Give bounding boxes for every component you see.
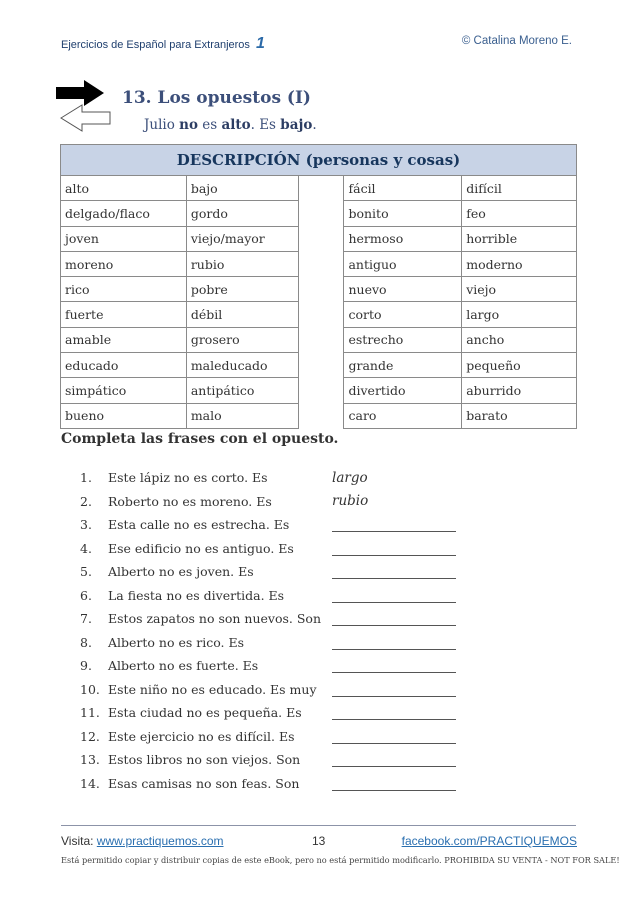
table-cell: malo — [186, 403, 298, 428]
exercise-text: Alberto no es joven. Es — [108, 564, 254, 580]
table-cell: maleducado — [186, 353, 298, 378]
answer-field[interactable] — [332, 517, 456, 532]
table-cell: viejo — [462, 277, 577, 302]
example-part: . Es — [250, 117, 281, 133]
table-cell: fácil — [344, 176, 462, 201]
exercise-text: Alberto no es fuerte. Es — [108, 658, 259, 674]
exercise-text: Alberto no es rico. Es — [108, 634, 245, 650]
table-cell: bueno — [61, 403, 187, 428]
answer-field[interactable] — [332, 635, 456, 650]
footer-visit — [61, 834, 224, 848]
table-cell: nuevo — [344, 277, 462, 302]
exercise-number: 8. — [80, 634, 92, 650]
exercise-item — [80, 607, 480, 631]
table-cell: ancho — [462, 327, 577, 352]
table-row — [61, 176, 577, 201]
exercise-item — [80, 772, 480, 796]
answer-field[interactable] — [332, 729, 456, 744]
table-cell: horrible — [462, 226, 577, 251]
table-cell: fuerte — [61, 302, 187, 327]
exercise-number: 1. — [80, 470, 92, 486]
exercise-text: La fiesta no es divertida. Es — [108, 587, 285, 603]
legal-notice: Está permitido copiar y distribuir copias de este eBook, pero no está permitido modificarlo. PROHIBIDA SU VENTA - NOT FOR SALE! — [61, 855, 620, 865]
table-cell: moderno — [462, 251, 577, 276]
answer-field[interactable]: rubio — [332, 493, 369, 510]
table-cell: aburrido — [462, 378, 577, 403]
table-cell: pobre — [186, 277, 298, 302]
table-cell: difícil — [462, 176, 577, 201]
table-cell: feo — [462, 201, 577, 226]
table-cell: moreno — [61, 251, 187, 276]
arrow-left-icon[interactable] — [60, 104, 112, 132]
exercise-text: Esta calle no es estrecha. Es — [108, 517, 290, 533]
exercise-text: Ese edificio no es antiguo. Es — [108, 540, 294, 556]
exercise-item — [80, 466, 480, 490]
exercise-item — [80, 701, 480, 725]
exercise-text: Este ejercicio no es difícil. Es — [108, 728, 295, 744]
example-part: . — [312, 117, 317, 133]
table-cell: grosero — [186, 327, 298, 352]
instruction: Completa las frases con el opuesto. — [61, 431, 339, 447]
exercise-item — [80, 537, 480, 561]
copyright: © Catalina Moreno E. — [461, 35, 572, 47]
exercise-number: 11. — [80, 705, 100, 721]
exercise-number: 14. — [80, 775, 100, 791]
exercise-text: Esas camisas no son feas. Son — [108, 775, 300, 791]
table-cell: rubio — [186, 251, 298, 276]
table-cell: antipático — [186, 378, 298, 403]
table-cell: corto — [344, 302, 462, 327]
exercise-text: Roberto no es moreno. Es — [108, 493, 272, 509]
exercise-number: 5. — [80, 564, 92, 580]
footer-facebook — [402, 834, 577, 848]
answer-field[interactable] — [332, 564, 456, 579]
table-cell: hermoso — [344, 226, 462, 251]
exercise-number: 4. — [80, 540, 92, 556]
exercise-number: 13. — [80, 752, 100, 768]
answer-field[interactable] — [332, 658, 456, 673]
answer-field[interactable] — [332, 705, 456, 720]
table-cell: delgado/flaco — [61, 201, 187, 226]
exercise-text: Estos zapatos no son nuevos. Son — [108, 611, 322, 627]
table-cell: largo — [462, 302, 577, 327]
example-bold: no — [179, 117, 198, 133]
exercise-item — [80, 748, 480, 772]
section-title: 13. Los opuestos (I) — [122, 88, 311, 108]
table-cell: débil — [186, 302, 298, 327]
exercise-item — [80, 490, 480, 514]
answer-field[interactable] — [332, 611, 456, 626]
table-cell: bajo — [186, 176, 298, 201]
page-number: 13 — [312, 834, 326, 848]
answer-field[interactable] — [332, 588, 456, 603]
visit-label: Visita: — [61, 834, 97, 848]
opposites-table — [60, 144, 577, 429]
table-cell: simpático — [61, 378, 187, 403]
answer-field[interactable]: largo — [332, 469, 368, 486]
table-cell: estrecho — [344, 327, 462, 352]
table-spacer — [298, 176, 344, 429]
answer-field[interactable] — [332, 776, 456, 791]
answer-field[interactable] — [332, 682, 456, 697]
table-cell: antiguo — [344, 251, 462, 276]
table-cell: viejo/mayor — [186, 226, 298, 251]
exercise-item — [80, 631, 480, 655]
table-cell: alto — [61, 176, 187, 201]
table-cell: barato — [462, 403, 577, 428]
exercise-number: 3. — [80, 517, 92, 533]
exercise-number: 9. — [80, 658, 92, 674]
volume-number: 1 — [255, 35, 265, 52]
facebook-link[interactable]: facebook.com/PRACTIQUEMOS — [401, 834, 577, 848]
table-cell: bonito — [344, 201, 462, 226]
exercise-number: 7. — [80, 611, 92, 627]
exercise-item — [80, 584, 480, 608]
website-link[interactable]: www.practiquemos.com — [96, 834, 224, 848]
exercise-item — [80, 513, 480, 537]
table-cell: pequeño — [462, 353, 577, 378]
example-sentence — [144, 117, 317, 133]
exercise-text: Estos libros no son viejos. Son — [108, 752, 301, 768]
exercise-text: Esta ciudad no es pequeña. Es — [108, 705, 302, 721]
example-part: Julio — [144, 117, 180, 133]
table-heading: DESCRIPCIÓN (personas y cosas) — [61, 145, 577, 176]
table-cell: grande — [344, 353, 462, 378]
table-cell: gordo — [186, 201, 298, 226]
example-bold: alto — [221, 117, 251, 133]
book-title — [61, 35, 265, 53]
table-cell: joven — [61, 226, 187, 251]
exercise-number: 2. — [80, 493, 92, 509]
footer-divider — [61, 825, 576, 826]
table-cell: caro — [344, 403, 462, 428]
exercise-list — [80, 466, 480, 795]
exercise-number: 6. — [80, 587, 92, 603]
exercise-text: Este lápiz no es corto. Es — [108, 470, 268, 486]
exercise-number: 10. — [80, 681, 100, 697]
example-bold: bajo — [280, 117, 313, 133]
book-title-text: Ejercicios de Español para Extranjeros — [61, 39, 250, 51]
answer-field[interactable] — [332, 752, 456, 767]
arrow-right-icon[interactable] — [56, 80, 106, 106]
answer-field[interactable] — [332, 541, 456, 556]
exercise-item — [80, 678, 480, 702]
exercise-item — [80, 560, 480, 584]
table-cell: amable — [61, 327, 187, 352]
exercise-text: Este niño no es educado. Es muy — [108, 681, 317, 697]
exercise-item — [80, 654, 480, 678]
example-part: es — [198, 117, 222, 133]
table-cell: divertido — [344, 378, 462, 403]
exercise-number: 12. — [80, 728, 100, 744]
table-cell: rico — [61, 277, 187, 302]
exercise-item — [80, 725, 480, 749]
table-cell: educado — [61, 353, 187, 378]
